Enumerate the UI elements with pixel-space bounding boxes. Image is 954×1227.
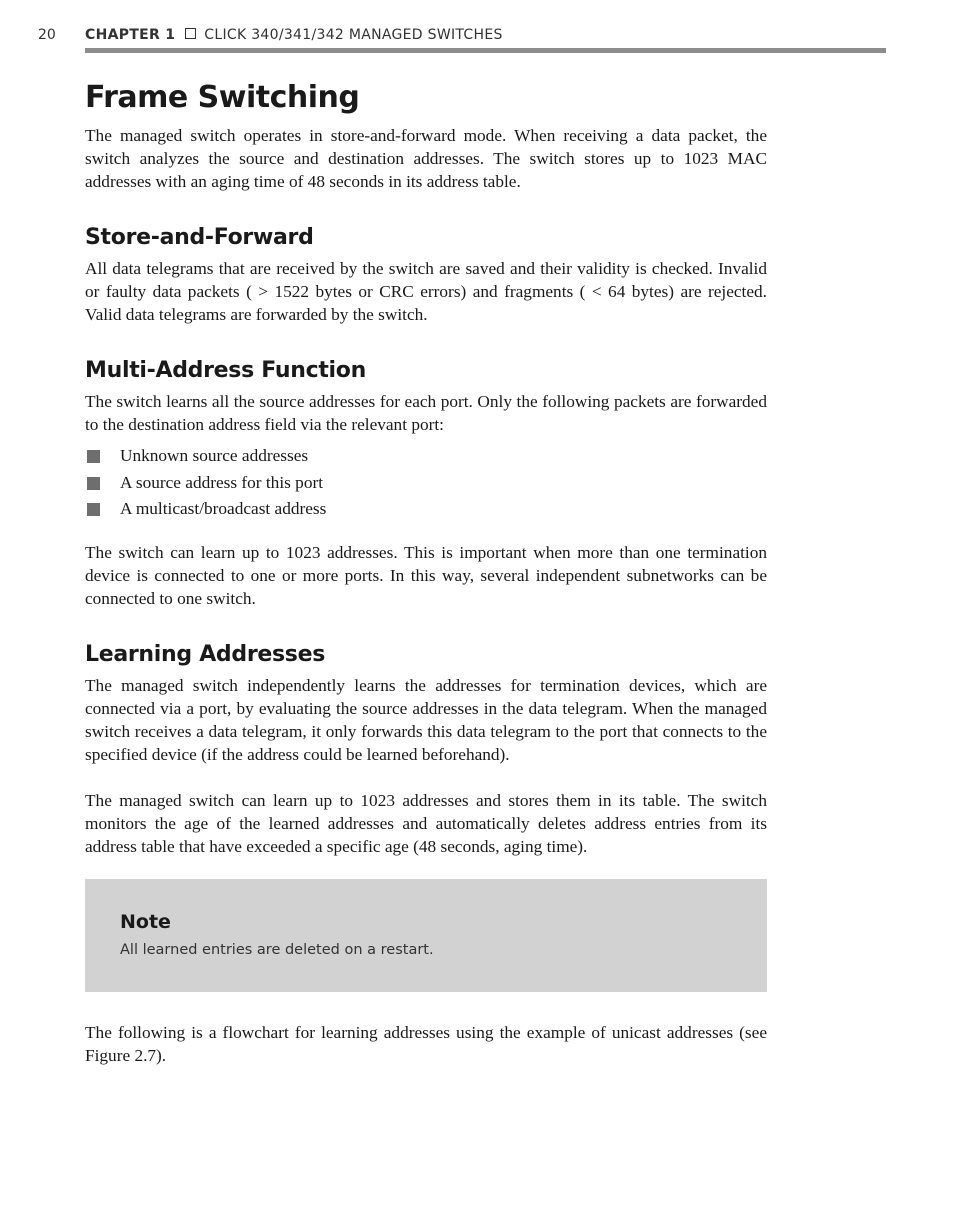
note-text: All learned entries are deleted on a restart. [120,941,434,958]
paragraph-learning-addresses-1: The managed switch independently learns the addresses for termination devices, which are connected via a port, by evaluating the source addresses in the data telegram. When the managed switch receives a data telegram, it only forwards this data telegram to the port that connects to the specified device (if the address could be learned beforehand). [85,675,767,764]
chapter-label: CHAPTER 1 [85,27,176,43]
page-number: 20 [38,27,56,43]
section-title-frame-switching: Frame Switching [85,80,360,115]
bullet-square-icon [87,503,100,516]
note-title: Note [120,910,171,933]
paragraph-frame-switching: The managed switch operates in store-and-forward mode. When receiving a data packet, the switch analyzes the source and destination addresses. The switch stores up to 1023 MAC addresses with an aging time of 48 seconds in its address table. [85,126,767,191]
list-item [85,443,767,470]
paragraph-store-and-forward: All data telegrams that are received by the switch are saved and their validity is checked. Invalid or faulty data packets ( > 1522 bytes or CRC errors) and fragments ( < 64 bytes) are rejected. Valid data telegrams are forwarded by the switch. [85,259,767,324]
paragraph-multi-address-1: The switch learns all the source addresses for each port. Only the following packets are forwarded to the destination address field via the relevant port: [85,392,767,434]
paragraph-learning-addresses-2: The managed switch can learn up to 1023 addresses and stores them in its table. The switch monitors the age of the learned addresses and automatically deletes address entries from its address table that have exceeded a specific age (48 seconds, aging time). [85,790,767,856]
bullet-list [85,443,767,523]
paragraph-multi-address-2: The switch can learn up to 1023 addresses. This is important when more than one termination device is connected to one or more ports. In this way, several independent subnetworks can be connected to one switch. [85,542,767,608]
header-rule [85,48,886,53]
list-item-text: A source address for this port [120,472,324,492]
list-item-text: Unknown source addresses [120,446,309,465]
separator-box-icon [185,28,196,39]
list-item [85,496,767,523]
section-title-multi-address: Multi-Address Function [85,358,366,383]
section-title-learning-addresses: Learning Addresses [85,641,326,667]
list-item [85,470,767,497]
page-content [85,80,767,1067]
running-head [85,27,503,43]
note-box [85,879,767,992]
paragraph-closing: The following is a flowchart for learning addresses using the example of unicast addresses (see Figure 2.7). [85,1022,767,1065]
bullet-square-icon [87,477,100,490]
chapter-title: CLICK 340/341/342 MANAGED SWITCHES [204,27,503,43]
list-item-text: A multicast/broadcast address [120,499,327,518]
section-title-store-and-forward: Store-and-Forward [85,225,314,250]
bullet-square-icon [87,450,100,463]
